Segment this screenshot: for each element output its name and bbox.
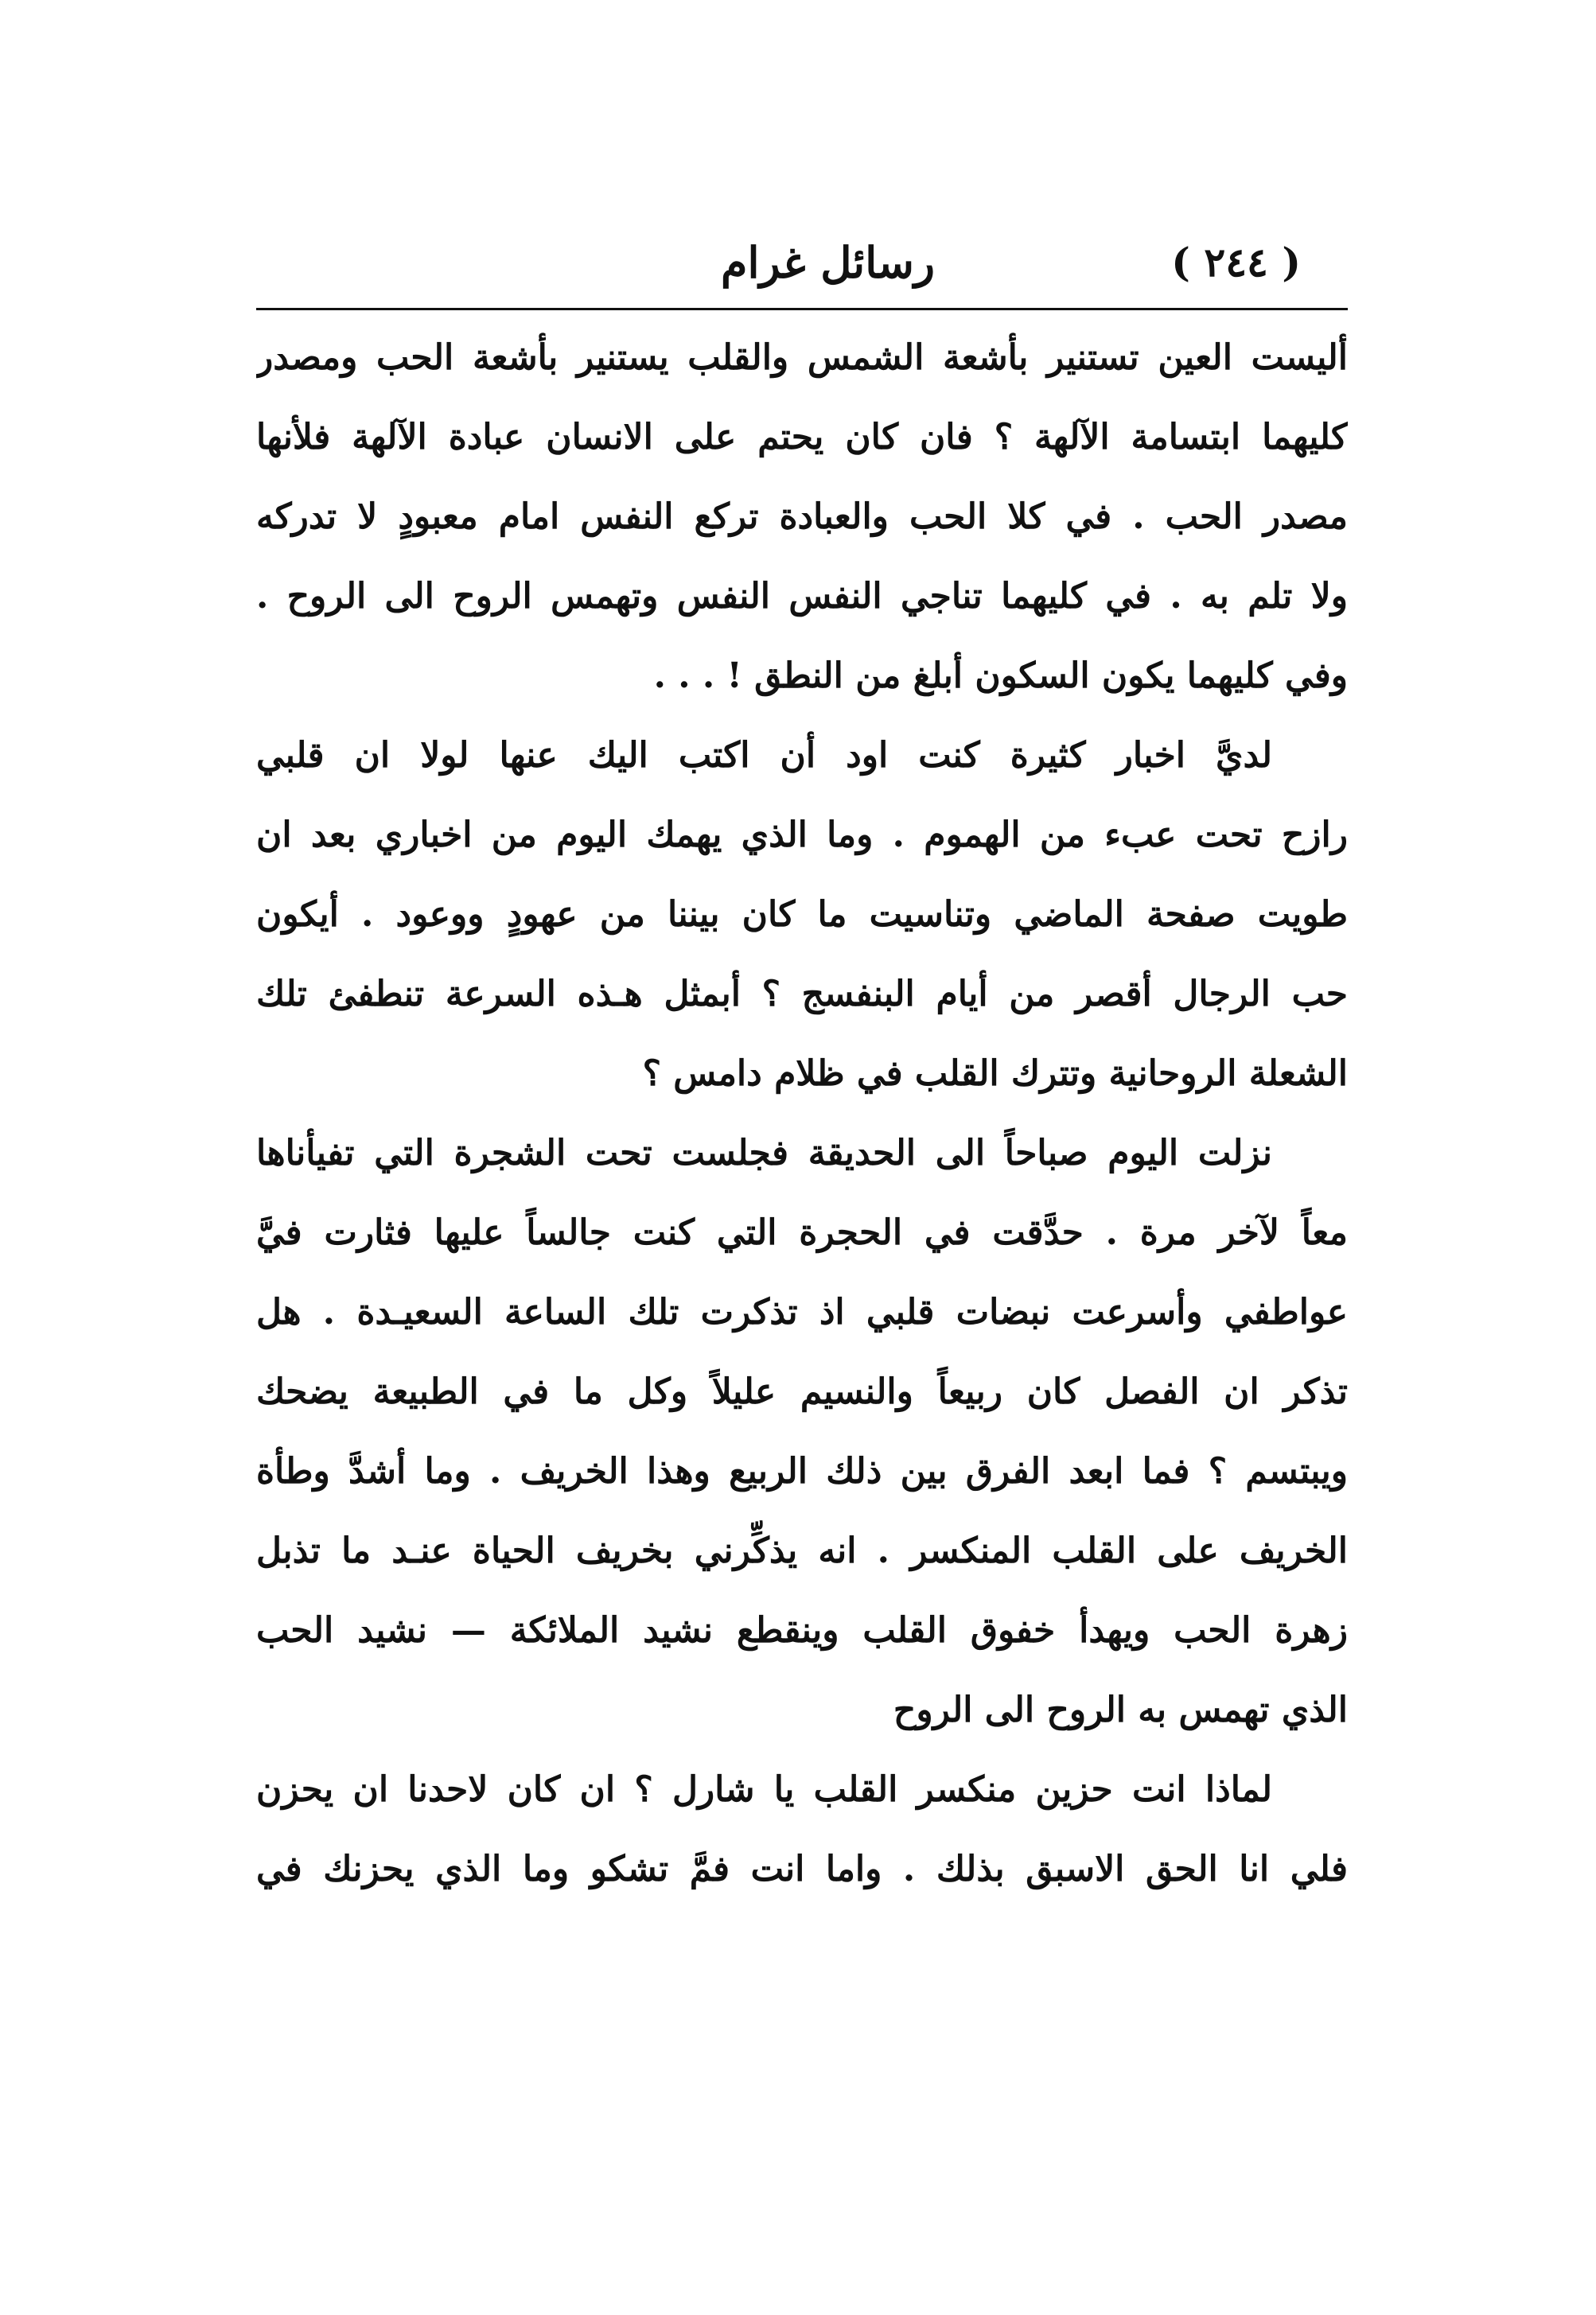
text-line: الذي تهمس به الروح الى الروح [893,1690,1348,1730]
body-text [256,318,1348,1909]
text-line: عواطفي وأسرعت نبضات قلبي اذ تذكرت تلك الساعة السعيـدة . هل [256,1292,1348,1333]
header-rule [256,308,1348,310]
running-title: رسائل غرام [721,237,935,288]
text-line: ولا تلم به . في كليهما تناجي النفس النفس وتهمس الروح الى الروح . [256,576,1348,617]
text-line: أليست العين تستنير بأشعة الشمس والقلب يستنير بأشعة الحب ومصدر [256,337,1348,378]
paragraph-3 [256,1114,1348,1750]
page-number: ( ٢٤٤ ) [1171,239,1301,286]
text-line: ويبتسم ؟ فما ابعد الفرق بين ذلك الربيع وهذا الخريف . وما أشدَّ وطأة [256,1451,1348,1492]
paragraph-1 [256,318,1348,716]
text-line: فلي انا الحق الاسبق بذلك . واما انت فمَّ تشكو وما الذي يحزنك في [256,1849,1348,1889]
text-line: الشعلة الروحانية وتترك القلب في ظلام دامس ؟ [642,1053,1348,1094]
text-line: الخريف على القلب المنكسر . انه يذكِّرني بخريف الحياة عنـد ما تذبل [256,1531,1348,1571]
paragraph-2 [256,716,1348,1114]
paragraph-4 [256,1750,1348,1909]
text-line: معاً لآخر مرة . حدَّقت في الحجرة التي كنت جالساً عليها فثارت فيَّ [256,1212,1348,1253]
text-line: طويت صفحة الماضي وتناسيت ما كان بيننا من عهودٍ ووعود . أيكون [256,894,1348,935]
text-line: حب الرجال أقصر من أيام البنفسج ؟ أبمثل هـذه السرعة تنطفئ تلك [256,974,1348,1014]
text-line: نزلت اليوم صباحاً الى الحديقة فجلست تحت الشجرة التي تفيأناها [256,1133,1272,1173]
text-line: وفي كليهما يكون السكون أبلغ من النطق ! . . . [653,656,1348,696]
text-line: زهرة الحب ويهدأ خفوق القلب وينقطع نشيد الملائكة — نشيد الحب [256,1610,1348,1651]
text-line: لديَّ اخبار كثيرة كنت اود أن اكتب اليك عنها لولا ان قلبي [256,735,1272,776]
text-line: كليهما ابتسامة الآلهة ؟ فان كان يحتم على الانسان عبادة الآلهة فلأنها [256,417,1348,457]
text-line: تذكر ان الفصل كان ربيعاً والنسيم عليلاً وكل ما في الطبيعة يضحك [256,1371,1348,1412]
text-line: رازح تحت عبء من الهموم . وما الذي يهمك اليوم من اخباري بعد ان [256,815,1348,855]
text-line: مصدر الحب . في كلا الحب والعبادة تركع النفس امام معبودٍ لا تدركه [256,496,1348,537]
text-line: لماذا انت حزين منكسر القلب يا شارل ؟ ان كان لاحدنا ان يحزن [256,1769,1272,1810]
page-header [259,227,1349,302]
